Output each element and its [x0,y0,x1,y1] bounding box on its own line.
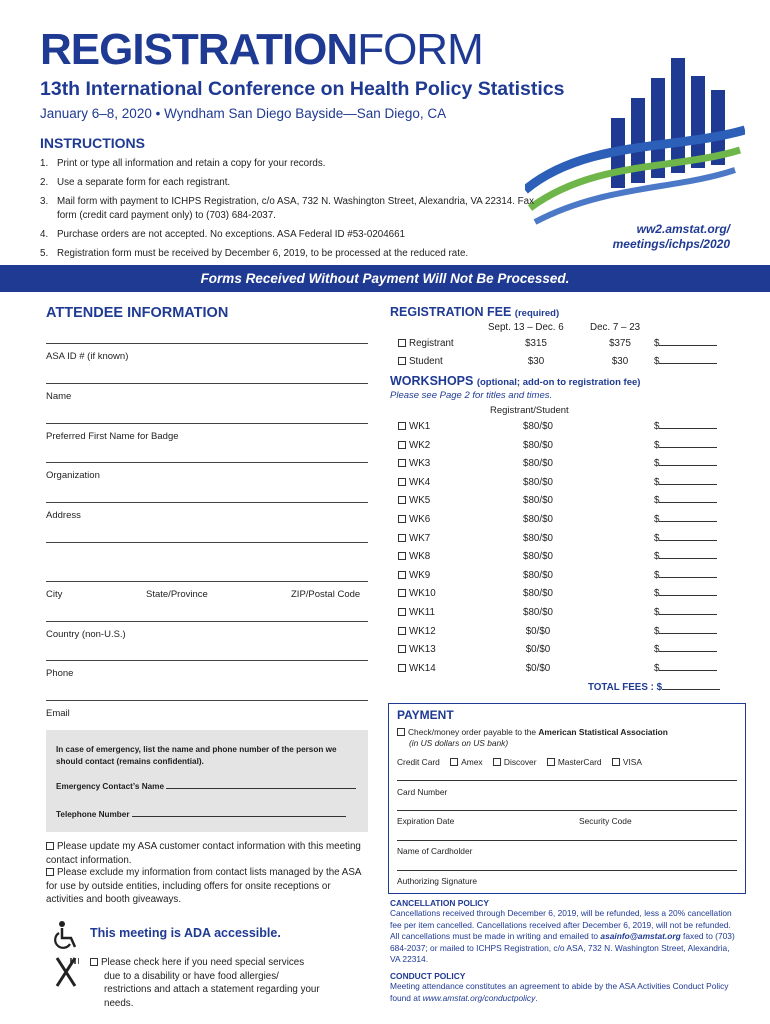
fee-row-student: Student $30 $30 $ [398,356,718,373]
workshop-fee: $80/$0 [523,569,553,581]
check-note: (in US dollars on US bank) [409,738,509,748]
checkbox[interactable] [398,608,406,616]
early-rate-header: Sept. 13 – Dec. 6 [488,322,564,333]
amount-field[interactable]: $ [654,514,717,525]
workshop-row [398,551,718,568]
workshop-row [398,607,718,624]
email-field[interactable]: Email [46,700,368,740]
signature-field[interactable]: Authorizing Signature [397,876,478,886]
workshop-row [398,495,718,512]
credit-card-row: Credit Card Amex Discover MasterCard VISA [397,757,642,767]
city-label: City [46,589,63,600]
fork-knife-icon [53,956,79,988]
checkbox[interactable] [398,496,406,504]
workshop-option[interactable]: WK10 [398,588,436,599]
workshop-row [398,477,718,494]
organization-field[interactable]: Organization [46,462,368,502]
name-field[interactable]: Name [46,383,368,423]
conduct-text: Meeting attendance constitutes an agreement to abide by the ASA Activities Conduct Policy found at www.amstat.org/conductpolicy. [390,981,729,1003]
workshop-row [398,588,718,605]
workshop-fee: $80/$0 [523,514,553,525]
conference-dateline: January 6–8, 2020 • Wyndham San Diego Bayside—San Diego, CA [40,106,447,121]
zip-label: ZIP/Postal Code [291,589,361,600]
expiration-field[interactable]: Expiration Date [397,816,455,826]
amount-field[interactable]: $ [654,626,717,637]
conference-logo [525,40,745,225]
workshop-option[interactable]: WK2 [398,440,430,451]
payment-heading: PAYMENT [397,708,454,722]
emergency-contact-box [46,730,368,832]
amex-option[interactable]: Amex [450,757,482,767]
checkbox[interactable] [398,339,406,347]
checkbox[interactable] [398,589,406,597]
country-field[interactable]: Country (non-U.S.) [46,621,368,661]
amount-field[interactable]: $ [654,551,717,562]
checkbox[interactable] [46,842,54,850]
workshop-fee: $80/$0 [523,439,553,451]
workshop-option[interactable]: WK8 [398,551,430,562]
checkbox[interactable] [46,868,54,876]
workshop-row [398,458,718,475]
address-field[interactable]: Address [46,502,368,542]
workshop-option[interactable]: WK1 [398,421,430,432]
workshop-fee: $80/$0 [523,458,553,470]
amount-field[interactable]: $ [654,607,717,618]
amount-field[interactable]: $ [654,570,717,581]
workshop-option[interactable]: WK3 [398,458,430,469]
workshop-option[interactable]: WK14 [398,663,436,674]
emergency-contact-name-field[interactable]: Emergency Contact’s Name [56,782,356,791]
amount-field[interactable]: $ [654,477,717,488]
workshops-note: Please see Page 2 for titles and times. [390,390,553,401]
discover-option[interactable]: Discover [493,757,537,767]
amount-field[interactable]: $ [654,588,717,599]
checkbox[interactable] [397,728,405,736]
amount-field[interactable]: $ [654,663,717,674]
instruction-item: 5. Registration form must be received by December 6, 2019, to be processed at the reduced rate. [40,248,469,259]
workshop-fee: $0/$0 [525,644,551,656]
workshop-fee: $80/$0 [523,588,553,600]
workshop-fee: $80/$0 [523,551,553,563]
workshop-row [398,644,718,661]
checkbox[interactable] [398,552,406,560]
card-number-field[interactable]: Card Number [397,787,448,797]
registration-fee-heading: REGISTRATION FEE (required) [390,305,560,319]
workshop-option[interactable]: WK13 [398,644,436,655]
form-title: REGISTRATIONFORM [40,25,483,74]
cancellation-text: Cancellations received through December 6, 2019, will be refunded, less a 20% cancellation fee per item cancelled. Cancellations received after December 6, 2019, will not be refunded. All cancellations must be made in writing and emailed to asainfo@amstat.org faxed to (703) 684-2037; or mailed to ICHPS Registration, c/o ASA, 732 N. Washington Street, Alexandria, VA 22314. [390,908,735,964]
workshop-option[interactable]: WK5 [398,495,430,506]
workshop-option[interactable]: WK4 [398,477,430,488]
conduct-heading: CONDUCT POLICY [390,971,466,981]
city-state-zip-row[interactable] [46,581,368,621]
instruction-item: 1. Print or type all information and retain a copy for your records. [40,158,326,169]
ada-statement: This meeting is ADA accessible. [90,926,281,940]
workshop-fee: $80/$0 [523,532,553,544]
workshop-row [398,570,718,587]
checkbox[interactable] [398,627,406,635]
payment-box [388,703,746,894]
workshop-fee: $80/$0 [523,495,553,507]
amount-field[interactable]: $ [654,338,717,349]
emergency-phone-field[interactable]: Telephone Number [56,810,346,819]
workshop-row [398,421,718,438]
checkbox[interactable] [398,515,406,523]
address-line-2-field[interactable] [46,542,368,580]
amount-field[interactable]: $ [654,533,717,544]
workshop-row [398,440,718,457]
workshop-row [398,533,718,550]
mastercard-option[interactable]: MasterCard [547,757,602,767]
workshop-fee: $0/$0 [525,662,551,674]
checkbox[interactable] [90,958,98,966]
workshop-option[interactable]: WK7 [398,533,430,544]
amount-field[interactable]: $ [654,458,717,469]
workshop-fee-header: Registrant/Student [490,405,569,416]
total-fees[interactable]: TOTAL FEES : $ [588,682,720,693]
cancellation-heading: CANCELLATION POLICY [390,898,489,908]
conference-weblink[interactable]: ww2.amstat.org/ meetings/ichps/2020 [612,222,730,251]
workshop-fee: $80/$0 [523,607,553,618]
amount-field[interactable]: $ [654,440,717,451]
amount-field[interactable]: $ [654,421,717,432]
payment-warning-banner: Forms Received Without Payment Will Not Be Processed. [0,265,770,292]
cardholder-field[interactable]: Name of Cardholder [397,846,473,856]
workshops-heading: WORKSHOPS (optional; add-on to registration fee) [390,374,641,388]
instructions-list [40,157,540,266]
conference-title: 13th International Conference on Health Policy Statistics [40,78,565,100]
cancellation-email-link[interactable]: asainfo@amstat.org [600,931,681,941]
instruction-item: 4. Purchase orders are not accepted. No exceptions. ASA Federal ID #53-0204661 [40,229,406,240]
workshop-row [398,514,718,531]
checkbox[interactable] [398,357,406,365]
checkbox[interactable] [398,645,406,653]
workshop-fee: $80/$0 [523,421,553,432]
phone-field[interactable]: Phone [46,660,368,700]
workshop-fee: $80/$0 [523,476,553,488]
asa-update-option[interactable]: Please update my ASA customer contact information with this meeting contact information. [46,841,361,866]
workshop-option[interactable]: WK12 [398,626,436,637]
checkbox[interactable] [398,459,406,467]
workshop-fee: $0/$0 [525,625,551,637]
security-code-field[interactable]: Security Code [579,816,632,826]
workshop-row [398,663,718,680]
checkbox[interactable] [398,441,406,449]
amount-field[interactable]: $ [654,495,717,506]
check-option[interactable]: Check/money order payable to the American Statistical Association [397,727,668,737]
checkbox[interactable] [398,571,406,579]
checkbox[interactable] [398,664,406,672]
checkbox[interactable] [398,534,406,542]
state-label: State/Province [146,589,208,600]
fee-row-registrant: Registrant $315 $375 $ [398,338,718,355]
instructions-heading: INSTRUCTIONS [40,135,145,151]
asa-exclude-option[interactable]: Please exclude my information from contact lists managed by the ASA for use by outside entities, including offers for onsite receptions or activities and booth giveaways. [46,867,361,905]
amount-field[interactable]: $ [654,644,717,655]
workshop-row [398,626,718,643]
attendee-heading: ATTENDEE INFORMATION [46,305,229,321]
workshop-option[interactable]: WK6 [398,514,430,525]
checkbox[interactable] [398,422,406,430]
emergency-instructions: In case of emergency, list the name and phone number of the person we should contact (remains confidential). [56,745,337,766]
instruction-item: 3. Mail form with payment to ICHPS Registration, c/o ASA, 732 N. Washington Street, Alexandria, VA 22314. Fax form (credit card payment only) to (703) 684-2037. [40,196,535,221]
workshop-option[interactable]: WK9 [398,570,430,581]
wheelchair-icon [52,920,80,950]
asa-id-field[interactable]: ASA ID # (if known) [46,343,368,383]
workshop-option[interactable]: WK11 [398,607,435,618]
late-rate-header: Dec. 7 – 23 [590,322,641,333]
conduct-policy-link[interactable]: www.amstat.org/conductpolicy [422,992,536,1003]
instruction-item: 2. Use a separate form for each registrant. [40,177,231,188]
amount-field[interactable]: $ [654,356,717,367]
special-services-option[interactable]: Please check here if you need special services due to a disability or have food allergies/ restrictions and attach a statement regarding your needs. [90,956,320,1010]
visa-option[interactable]: VISA [612,757,642,767]
badge-name-field[interactable]: Preferred First Name for Badge [46,423,368,463]
checkbox[interactable] [398,478,406,486]
